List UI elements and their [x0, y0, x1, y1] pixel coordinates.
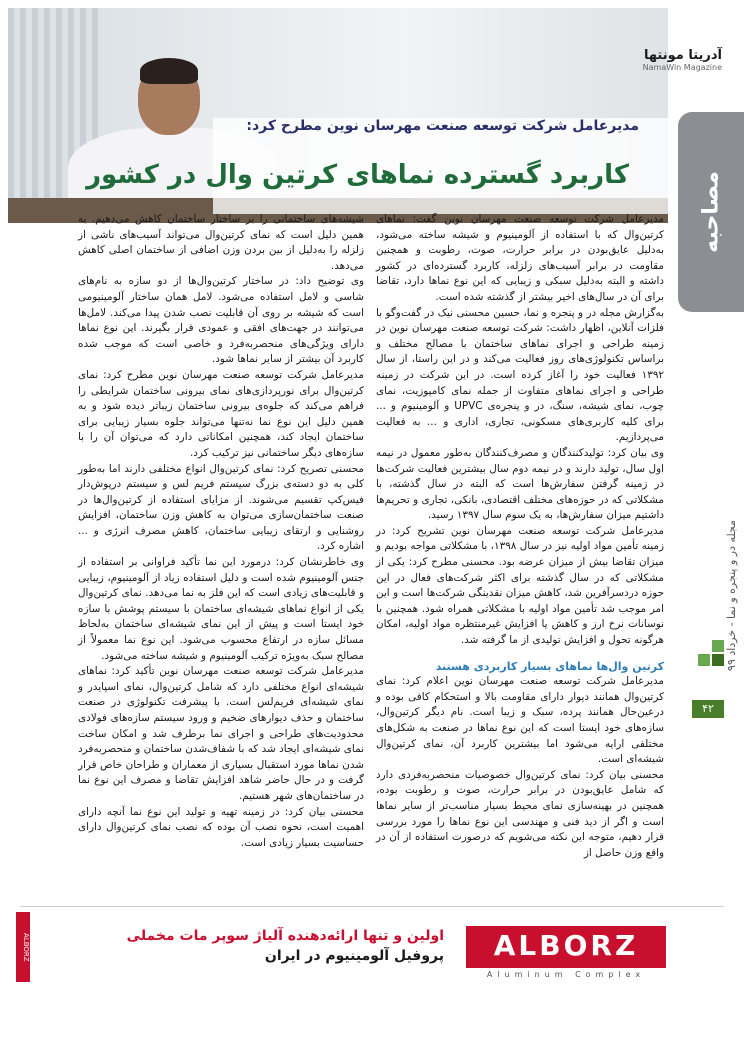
article-subtitle: مدیرعامل شرکت توسعه صنعت مهرسان نوین مطرح کرد:	[246, 118, 639, 134]
paragraph: وی توضیح داد: در ساختار کرتین‌وال‌ها از دو سازه به نام‌های شاسی و لامل استفاده می‌شود. لامل همان ساختار آلومینیومی است که شیشه بر روی آن قابلیت نصب شدن پیدا می‌کند. لامل‌ها می‌توانند در جهت‌های افقی و عمودی قرار بگیرند. این نوع نماها دارای ویژگی‌های منحصربه‌فرد و خاصی است که موجب شده کاربرد آن بیشتر از سایر نماها شود.	[78, 275, 364, 366]
interview-photo	[8, 8, 668, 223]
magazine-info: مجله در و پنجره و نما - خرداد ۹۹	[725, 520, 738, 671]
paragraph: محسنی تصریح کرد: نمای کرتین‌وال انواع مختلفی دارند اما به‌طور کلی به دو دسته‌ی بزرگ سیستم فریم لس و سیستم درپوش‌دار فیس‌کپ تقسیم می‌شوند. از مزایای استفاده از کرتین‌وال‌ها در صنعت ساختمان‌سازی می‌توان به کاهش وزن ساختمان، افزایش روشنایی و ارتقای زیبایی ساختمان، کاهش مصرف انرژی و ... اشاره کرد.	[78, 462, 364, 553]
person-hair	[140, 58, 198, 84]
decor-squares-icon	[694, 640, 724, 674]
ad-text	[104, 928, 444, 964]
footer-divider	[20, 906, 724, 907]
paragraph: مدیرعامل شرکت توسعه صنعت مهرسان نوین تشریح کرد: در زمینه تأمین مواد اولیه نیز در سال ۱۳۹۸، با مشکلاتی مواجه بودیم و میزان تقاضا بیش از میزان عرضه بود. محسنی مطرح کرد: یکی از مشکلاتی که در سال گذشته برای اکثر شرکت‌های فعال در این حوزه دردسرآفرین شد، کاهش میزان نقدینگی شرکت‌ها است و این امر موجب شد تأمین مواد اولیه با مشکلاتی همراه شود. همچنین با نوسانات نرخ ارز و کاهش یا افزایش غیرمنتظره مواد اولیه، امکان هرگونه تحول و افزایش تولیدی از ما گرفته شد.	[376, 524, 665, 647]
ad-vertical-logo: ALBORZ	[16, 912, 30, 982]
ad-line-1: اولین و تنها ارائه‌دهنده آلیاژ سوپر مات مخملی	[126, 928, 444, 944]
paragraph: مدیرعامل شرکت توسعه صنعت مهرسان نوین تأکید کرد: نماهای شیشه‌ای انواع مختلفی دارد که شامل کرتین‌وال، نمای اسپایدر و نمای شیشه‌ای فریم‌لس است. با پیشرفت تکنولوژی در صنعت ساختمان و حذف دیوارهای ضخیم و ورود سیستم سازه‌های فولادی محدودیت‌های طراحی و اجرای نما برطرف شد و امکان ساخت نمای شیشه‌ای ایجاد شد که با شفاف‌شدن ساختمان و منحصربه‌فرد شدن نماها مورد استقبال بسیاری از معماران و طراحان خاص قرار گرفت و در حال حاضر شاهد افزایش تقاضا و مصرف این نوع نما در ساختمان‌های شهر هستیم.	[78, 665, 364, 802]
paragraph: به‌گزارش مجله در و پنجره و نما، حسین محسنی نیک در گفت‌وگو با فلزات آنلاین، اظهار داشت: شرکت توسعه صنعت مهرسان نوین در زمینه طراحی و اجرای نماهای ساختمان با مصالح مختلف و براساس تکنولوژی‌های روز فعالیت می‌کند و در این راستا، از سال ۱۳۹۲ فعالیت خود را آغاز کرده است. در این شرکت در زمینه طراحی و اجرای نماهای متفاوت از جمله نمای کامپوزیت، نمای چوب، نمای شیشه، سنگ، در و پنجره‌ی UPVC و آلومینیوم و ... برای کلیه کاربری‌های مسکونی، تجاری، اداری و ... به فعالیت می‌پردازیم.	[376, 306, 664, 444]
ad-line-2: پروفیل آلومینیوم در ایران	[264, 948, 444, 964]
alborz-subtitle: Aluminum Complex	[486, 970, 646, 979]
column-left	[78, 212, 364, 851]
alborz-logo: ALBORZ	[466, 926, 666, 968]
page-number: ۴۲	[692, 700, 724, 718]
paragraph: محسنی بیان کرد: در زمینه تهیه و تولید این نوع نما آنچه دارای اهمیت است، نحوه نصب آن بوده که نصب نمای کرتین‌وال دارای حساسیت بسیار زیادی است.	[78, 805, 364, 849]
column-right	[376, 212, 664, 861]
paragraph: مدیرعامل شرکت توسعه صنعت مهرسان نوین اعلام کرد: نمای کرتین‌وال همانند دیوار دارای مقاومت بالا و استحکام کافی بوده و درعین‌حال همانند پرده، سبک و زیبا است. نام دیگر کرتین‌وال، سازه‌های خود ایستا است که این نوع نماها در صنعت به شکل‌های مختلفی ارایه می‌شود اما بیشترین کاربرد آن، نمای کرتین‌وال شیشه‌ای است.	[376, 675, 664, 766]
sub-heading: کرتین وال‌ها نماهای بسیار کاربردی هستند	[435, 659, 664, 673]
logo-main: آدریتا مونتها	[643, 48, 722, 63]
paragraph: مدیرعامل شرکت توسعه صنعت مهرسان نوین گفت: نماهای کرتین‌وال که با استفاده از آلومینیوم و شیشه ساخته می‌شود، به‌دلیل عایق‌بودن در برابر حرارت، صوت، رطوبت و همچنین مقاومت در برابر آسیب‌های زلزله، کاربرد گسترده‌ای در کشور داشته و البته به‌دلیل سبکی و زیبایی که این نوع نماها دارد، تقاضا برای آن در سال‌های اخیر بیشتر از گذشته شده است.	[376, 213, 664, 303]
section-label: مصاحبه	[698, 171, 724, 253]
paragraph: محسنی بیان کرد: نمای کرتین‌وال خصوصیات منحصربه‌فردی دارد که شامل عایق‌بودن در برابر حرارت، صوت و رطوبت بوده، همچنین در بهینه‌سازی نمای محیط بسیار مناسب‌تر از سایر نماها است و اگر از دید فنی و مهندسی این نوع نماها را مورد بررسی قرار دهیم، متوجه این نکته می‌شویم که درصورت استفاده از آن در واقع وزن حاصل از	[376, 768, 664, 859]
paragraph: وی خاطرنشان کرد: درمورد این نما تأکید فراوانی بر استفاده از جنس آلومینیوم شده است و دلیل استفاده زیاد از آلومینیوم، زیبایی و قابلیت‌های زیادی است که این فلز به نما می‌دهد. نمای کرتین‌وال یکی از انواع نماهای شیشه‌ای ساختمان با سیستم پوشش با سازه خود ایستا است و پیش از این نمای شیشه‌ای ساختمان به‌لحاظ مسائل سازه در ارتفاع محسوب می‌شود. این نوع نما معمولاً از مصالح سبک به‌ویژه ترکیب آلومینیوم و شیشه ساخته می‌شود.	[78, 556, 364, 662]
magazine-logo	[643, 48, 722, 72]
paragraph: وی بیان کرد: تولیدکنندگان و مصرف‌کنندگان به‌طور معمول در نیمه اول سال، تولید دارند و در نیمه دوم سال بیشترین فعالیت شرکت‌ها در زمینه گرفتن سفارش‌ها است که البته در سال گذشته، با مشکلاتی که در حوزه‌های مختلف اقتصادی، بانکی، تجاری و تحریم‌ها داشتیم میزان سفارش‌ها، به یک سوم سال ۱۳۹۷ رسید.	[376, 446, 664, 522]
logo-sub: NamaWin Magazine	[642, 63, 722, 72]
article-title: کاربرد گسترده نماهای کرتین وال در کشور	[86, 160, 629, 190]
paragraph: شیشه‌های ساختمانی را بر ساختار ساختمان کاهش می‌دهیم. به همین دلیل است که نمای کرتین‌وال می‌تواند آسیب‌های ناشی از زلزله را به‌دلیل از بین بردن وزن اضافی از ساختمان اصلی کاهش می‌دهد.	[78, 213, 364, 272]
section-tab	[678, 112, 744, 312]
paragraph: مدیرعامل شرکت توسعه صنعت مهرسان نوین مطرح کرد: نمای کرتین‌وال برای نورپردازی‌های نمای بیرونی ساختمان شرایطی را فراهم می‌کند که جلوه‌ی بیرونی ساختمان زیباتر دیده شود و به همین دلیل این نوع نما نه‌تنها می‌تواند جلوه بسیار زیبایی برای ساختمان ایجاد کند، همچنین امکاناتی دارد که می‌توان آن را با سازه‌های دیگر ساختمانی نیز ترکیب کرد.	[78, 368, 364, 459]
